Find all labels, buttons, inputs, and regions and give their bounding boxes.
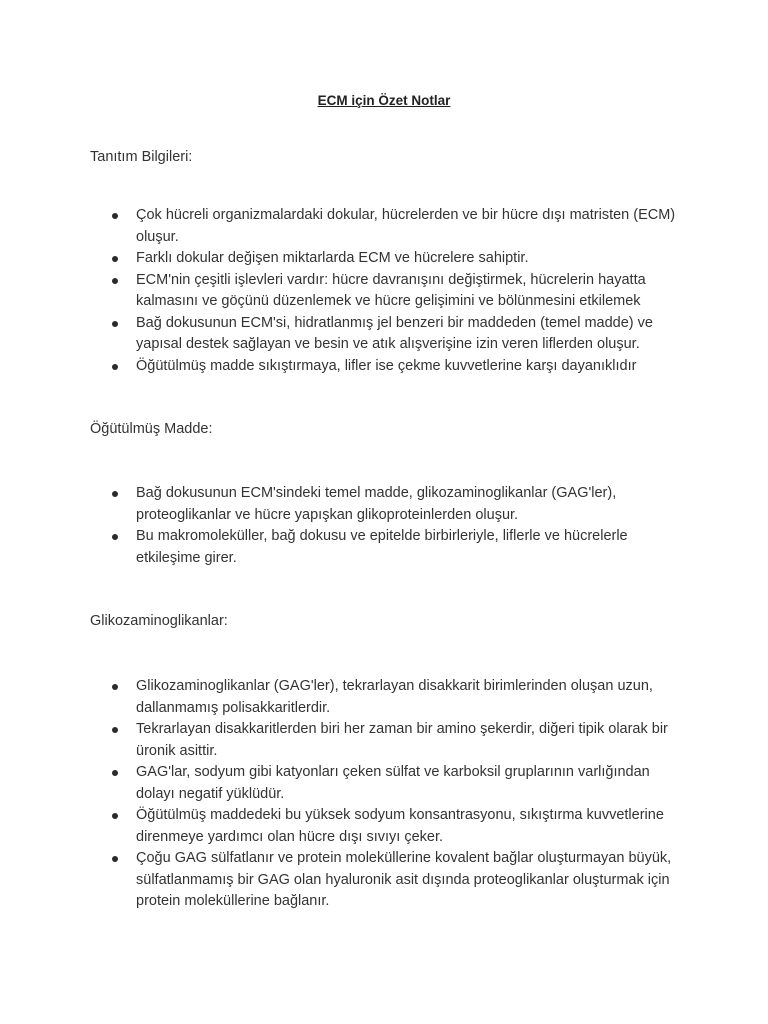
bullet-icon bbox=[112, 278, 118, 284]
list-item-text: Farklı dokular değişen miktarlarda ECM ve hücrelere sahiptir. bbox=[136, 250, 529, 266]
bullet-icon bbox=[112, 770, 118, 776]
list-item bbox=[112, 848, 682, 913]
list-item bbox=[112, 676, 682, 719]
list-item-text: Glikozaminoglikanlar (GAG'ler), tekrarlayan disakkarit birimlerinden oluşan uzun, dallanmamış polisakkaritlerdir. bbox=[136, 678, 653, 716]
section-heading-glycosaminoglycans: Glikozaminoglikanlar: bbox=[90, 613, 228, 629]
list-item-text: Bağ dokusunun ECM'sindeki temel madde, glikozaminoglikanlar (GAG'ler), proteoglikanlar ve hücre yapışkan glikoproteinlerden oluşur. bbox=[136, 485, 617, 523]
bullet-list-introduction bbox=[112, 205, 682, 377]
bullet-icon bbox=[112, 684, 118, 690]
bullet-icon bbox=[112, 321, 118, 327]
list-item-text: ECM'nin çeşitli işlevleri vardır: hücre davranışını değiştirmek, hücrelerin hayatta kalmasını ve göçünü düzenlemek ve hücre gelişimini ve bölünmesini etkilemek bbox=[136, 271, 646, 309]
list-item bbox=[112, 719, 682, 762]
bullet-list-glycosaminoglycans bbox=[112, 676, 682, 913]
bullet-icon bbox=[112, 256, 118, 262]
list-item bbox=[112, 762, 682, 805]
list-item-text: Öğütülmüş madde sıkıştırmaya, lifler ise çekme kuvvetlerine karşı dayanıklıdır bbox=[136, 357, 637, 374]
list-item-text: Çok hücreli organizmalardaki dokular, hücrelerden ve bir hücre dışı matristen (ECM) oluşur. bbox=[136, 207, 676, 245]
list-item-text: Bu makromoleküller, bağ dokusu ve epitelde birbirleriyle, liflerle ve hücrelerle etkileşime girer. bbox=[136, 528, 628, 566]
list-item-text: Öğütülmüş maddedeki bu yüksek sodyum konsantrasyonu, sıkıştırma kuvvetlerine direnmeye yardımcı olan hücre dışı sıvıyı çeker. bbox=[136, 807, 664, 845]
list-item bbox=[112, 356, 682, 378]
section-heading-introduction: Tanıtım Bilgileri: bbox=[90, 149, 193, 165]
list-item bbox=[112, 805, 682, 848]
list-item bbox=[112, 248, 682, 270]
list-item-text: GAG'lar, sodyum gibi katyonları çeken sülfat ve karboksil gruplarının varlığından dolayı negatif yüklüdür. bbox=[136, 764, 650, 802]
list-item bbox=[112, 205, 682, 248]
list-item bbox=[112, 526, 682, 569]
section-heading-ground-substance: Öğütülmüş Madde: bbox=[90, 421, 213, 437]
bullet-icon bbox=[112, 856, 118, 862]
list-item-text: Tekrarlayan disakkaritlerden biri her zaman bir amino şekerdir, diğeri tipik olarak bir üronik asittir. bbox=[136, 721, 668, 759]
bullet-list-ground-substance bbox=[112, 483, 682, 569]
bullet-icon bbox=[112, 491, 118, 497]
list-item bbox=[112, 313, 682, 356]
bullet-icon bbox=[112, 813, 118, 819]
bullet-icon bbox=[112, 727, 118, 733]
document-title: ECM için Özet Notlar bbox=[317, 93, 451, 108]
list-item-text: Bağ dokusunun ECM'si, hidratlanmış jel benzeri bir maddeden (temel madde) ve yapısal destek sağlayan ve besin ve atık alışverişine izin veren liflerden oluşur. bbox=[136, 314, 653, 352]
list-item bbox=[112, 483, 682, 526]
bullet-icon bbox=[112, 213, 118, 219]
bullet-icon bbox=[112, 364, 118, 370]
list-item-text: Çoğu GAG sülfatlanır ve protein moleküllerine kovalent bağlar oluşturmayan büyük, sülfatlanmamış bir GAG olan hyaluronik asit dışında proteoglikanlar oluşturmak için protein moleküllerine bağlanır. bbox=[136, 850, 672, 909]
list-item bbox=[112, 270, 682, 313]
bullet-icon bbox=[112, 534, 118, 540]
